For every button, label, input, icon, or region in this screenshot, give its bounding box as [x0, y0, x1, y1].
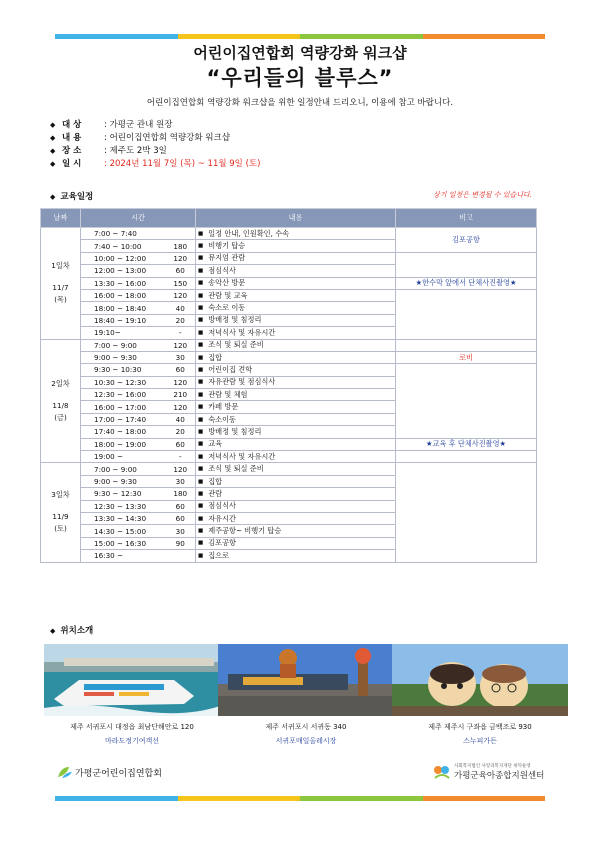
activity-cell: ■ 집합	[196, 475, 396, 487]
top-color-bar	[55, 34, 545, 39]
header-content: 내용	[196, 209, 396, 228]
diamond-icon: ◆	[50, 147, 56, 155]
duration-cell: 150	[166, 277, 196, 289]
table-row	[41, 289, 537, 301]
time-cell: 10:30 ~ 12:30	[81, 376, 166, 388]
note-cell: 김포공항	[396, 228, 537, 253]
location-heading: ◆ 위치소개	[50, 626, 94, 636]
duration-cell: 120	[166, 401, 196, 413]
day-cell: 2일차 11/8 (금)	[41, 339, 81, 463]
activity-cell: ■ 자유관람 및 점심식사	[196, 376, 396, 388]
duration-cell: -	[166, 327, 196, 339]
time-cell: 18:00 ~ 19:00	[81, 438, 166, 450]
activity-cell: ■ 송악산 방문	[196, 277, 396, 289]
duration-cell: 210	[166, 389, 196, 401]
duration-cell	[166, 228, 196, 240]
page-subtitle: “우리들의 블루스”	[206, 66, 394, 90]
footer-left-logo: 가평군어린이집연합회	[57, 765, 162, 779]
duration-cell: 60	[166, 438, 196, 450]
activity-cell: ■ 집합	[196, 351, 396, 363]
location-caption: 제주 서귀포시 대정읍 최남단해안로 120 마라도정기여객선	[44, 722, 220, 746]
time-cell: 16:00 ~ 17:00	[81, 401, 166, 413]
note-cell	[396, 364, 537, 438]
time-cell: 17:40 ~ 18:00	[81, 426, 166, 438]
time-cell: 12:30 ~ 16:00	[81, 389, 166, 401]
time-cell: 7:00 ~ 7:40	[81, 228, 166, 240]
note-cell: ★교육 후 단체사진촬영★	[396, 438, 537, 450]
time-cell: 13:30 ~ 16:00	[81, 277, 166, 289]
activity-cell: ■ 관람	[196, 488, 396, 500]
activity-cell: ■ 제주공항~ 비행기 탑승	[196, 525, 396, 537]
leaf-logo-icon	[57, 765, 73, 779]
location-link[interactable]: 스누피가든	[463, 737, 497, 745]
garden-photo	[392, 644, 568, 716]
header-time: 시간	[81, 209, 196, 228]
time-cell: 12:30 ~ 13:30	[81, 500, 166, 512]
info-content: ◆ 내 용 : 어린이집연합회 역량강화 워크샵	[50, 133, 230, 143]
activity-cell: ■ 어린이집 견학	[196, 364, 396, 376]
note-cell	[396, 289, 537, 339]
day-cell: 3일차 11/9 (토)	[41, 463, 81, 562]
activity-cell: ■ 자유시간	[196, 512, 396, 524]
info-target: ◆ 대 상 : 가평군 관내 원장	[50, 120, 173, 130]
diamond-icon: ◆	[50, 627, 56, 635]
page-title: 어린이집연합회 역량강화 워크샵	[193, 44, 407, 62]
duration-cell: 90	[166, 537, 196, 549]
table-row	[41, 438, 537, 450]
activity-cell: ■ 저녁식사 및 자유시간	[196, 451, 396, 463]
location-caption: 제주 서귀포시 서귀동 340 서귀포매일올레시장	[218, 722, 394, 746]
time-cell: 19:00 ~	[81, 451, 166, 463]
location-link[interactable]: 서귀포매일올레시장	[275, 737, 337, 745]
duration-cell: 120	[166, 289, 196, 301]
activity-cell: ■ 뮤지엄 관람	[196, 252, 396, 264]
time-cell: 9:30 ~ 12:30	[81, 488, 166, 500]
table-row	[41, 451, 537, 463]
time-cell: 9:30 ~ 10:30	[81, 364, 166, 376]
duration-cell: 60	[166, 512, 196, 524]
activity-cell: ■ 교육	[196, 438, 396, 450]
diamond-icon: ◆	[50, 121, 56, 129]
intro-text: 어린이집연합회 역량강화 워크샵을 위한 일정안내 드리오니, 이용에 참고 바랍니다.	[146, 98, 454, 108]
time-cell: 19:10~	[81, 327, 166, 339]
time-cell: 9:00 ~ 9:30	[81, 475, 166, 487]
activity-cell: ■ 숙소이동	[196, 413, 396, 425]
duration-cell	[166, 550, 196, 562]
diamond-icon: ◆	[50, 193, 56, 201]
activity-cell: ■ 점심식사	[196, 265, 396, 277]
info-list	[50, 119, 260, 171]
ferry-photo	[44, 644, 220, 716]
table-row	[41, 339, 537, 351]
duration-cell: 20	[166, 426, 196, 438]
center-logo-icon	[433, 764, 451, 780]
duration-cell: 180	[166, 488, 196, 500]
info-date: ◆ 일 시 : 2024년 11월 7일 (목) ~ 11월 9일 (토)	[50, 159, 261, 169]
table-row	[41, 364, 537, 376]
time-cell: 16:30 ~	[81, 550, 166, 562]
table-row	[41, 228, 537, 240]
duration-cell: 120	[166, 252, 196, 264]
time-cell: 7:00 ~ 9:00	[81, 463, 166, 475]
time-cell: 12:00 ~ 13:00	[81, 265, 166, 277]
duration-cell: 30	[166, 525, 196, 537]
duration-cell: 40	[166, 413, 196, 425]
activity-cell: ■ 카페 방문	[196, 401, 396, 413]
time-cell: 17:00 ~ 17:40	[81, 413, 166, 425]
note-cell	[396, 463, 537, 562]
activity-cell: ■ 숙소로 이동	[196, 302, 396, 314]
time-cell: 10:00 ~ 12:00	[81, 252, 166, 264]
time-cell: 7:00 ~ 9:00	[81, 339, 166, 351]
activity-cell: ■ 관람 및 교육	[196, 289, 396, 301]
activity-cell: ■ 일정 안내, 인원확인, 수속	[196, 228, 396, 240]
duration-cell: 120	[166, 339, 196, 351]
time-cell: 7:40 ~ 10:00	[81, 240, 166, 252]
duration-cell: 20	[166, 314, 196, 326]
activity-cell: ■ 방배정 및 침정리	[196, 314, 396, 326]
activity-cell: ■ 김포공항	[196, 537, 396, 549]
note-cell	[396, 451, 537, 463]
diamond-icon: ◆	[50, 160, 56, 168]
table-row	[41, 463, 537, 475]
table-header-row	[41, 209, 537, 228]
location-caption: 제주 제주시 구좌읍 금백조로 930 스누피가든	[392, 722, 568, 746]
market-photo	[218, 644, 394, 716]
schedule-table	[40, 208, 537, 563]
table-row	[41, 252, 537, 264]
time-cell: 13:30 ~ 14:30	[81, 512, 166, 524]
activity-cell: ■ 집으로	[196, 550, 396, 562]
duration-cell: 180	[166, 240, 196, 252]
duration-cell: 60	[166, 364, 196, 376]
header-date: 날짜	[41, 209, 81, 228]
activity-cell: ■ 점심식사	[196, 500, 396, 512]
time-cell: 18:00 ~ 18:40	[81, 302, 166, 314]
schedule-heading: ◆ 교육일정	[50, 192, 94, 202]
table-row	[41, 277, 537, 289]
bottom-color-bar	[55, 796, 545, 801]
duration-cell: 40	[166, 302, 196, 314]
duration-cell: 60	[166, 265, 196, 277]
diamond-icon: ◆	[50, 134, 56, 142]
time-cell: 9:00 ~ 9:30	[81, 351, 166, 363]
duration-cell: 120	[166, 463, 196, 475]
time-cell: 15:00 ~ 16:30	[81, 537, 166, 549]
location-link[interactable]: 마라도정기여객선	[104, 737, 160, 745]
time-cell: 18:40 ~ 19:10	[81, 314, 166, 326]
time-cell: 16:00 ~ 18:00	[81, 289, 166, 301]
footer-right-logo: 사회복지법인 사랑과복지재단 위탁운영 가평군육아종합지원센터	[433, 763, 544, 781]
info-place: ◆ 장 소 : 제주도 2박 3일	[50, 146, 167, 156]
day-cell: 1일차 11/7 (목)	[41, 228, 81, 340]
note-cell	[396, 339, 537, 351]
duration-cell: -	[166, 451, 196, 463]
activity-cell: ■ 관람 및 체험	[196, 389, 396, 401]
activity-cell: ■ 비행기 탑승	[196, 240, 396, 252]
duration-cell: 60	[166, 500, 196, 512]
duration-cell: 30	[166, 351, 196, 363]
header-note: 비고	[396, 209, 537, 228]
activity-cell: ■ 저녁식사 및 자유시간	[196, 327, 396, 339]
duration-cell: 30	[166, 475, 196, 487]
schedule-note: 상기 일정은 변경될 수 있습니다.	[432, 191, 532, 199]
time-cell: 14:30 ~ 15:00	[81, 525, 166, 537]
note-cell	[396, 252, 537, 277]
activity-cell: ■ 조식 및 퇴실 준비	[196, 463, 396, 475]
note-cell: ★한수막 앞에서 단체사진촬영★	[396, 277, 537, 289]
duration-cell: 120	[166, 376, 196, 388]
activity-cell: ■ 방배정 및 침정리	[196, 426, 396, 438]
table-row	[41, 351, 537, 363]
note-cell: 로비	[396, 351, 537, 363]
activity-cell: ■ 조식 및 퇴실 준비	[196, 339, 396, 351]
